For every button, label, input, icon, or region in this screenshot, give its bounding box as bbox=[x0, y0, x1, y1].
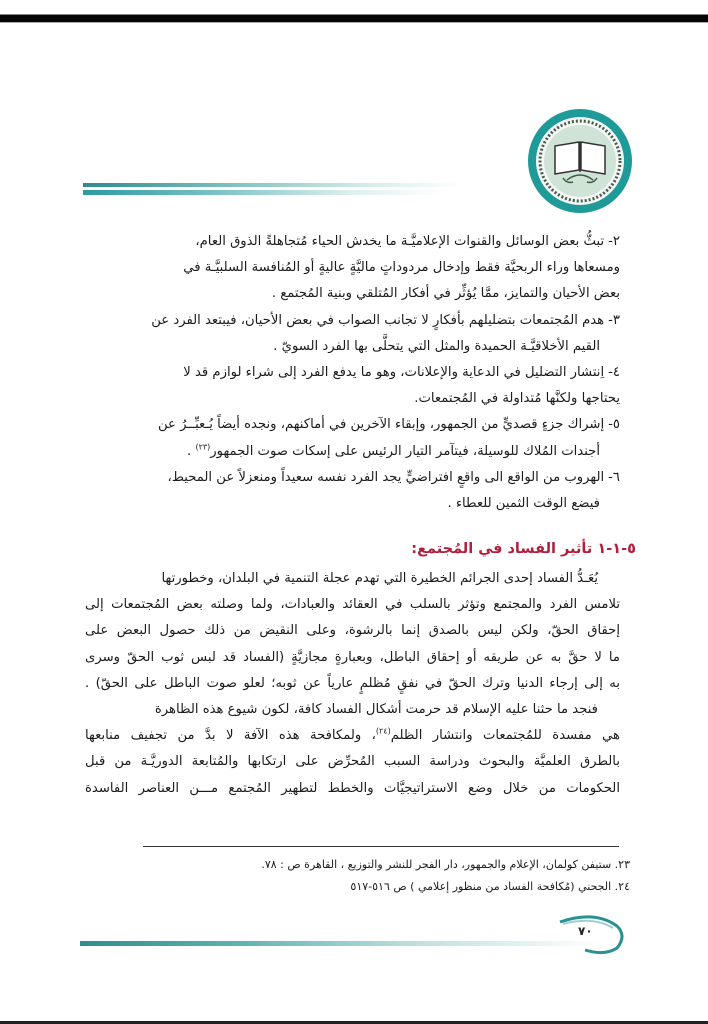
list-item bbox=[85, 465, 620, 517]
body-line: إحقاق الحقّ، ولكن ليس بالصدق إنما بالرشوة، وعلى النقيض من ذلك حصول البعض على bbox=[85, 623, 620, 639]
list-line: الهروب من الواقع الى واقعٍ افتراضيٍّ يجد الفرد نفسه سعيداً ومنعزلاً عن المحيط، bbox=[167, 469, 605, 485]
body-line: بالطرق العلميَّة والبحوث ودراسة السبب المُحرِّض على ارتكابها والمُتابعة الدوريَّـة من قبل bbox=[85, 754, 620, 770]
body-line: الحكومات من خلال وضع الاستراتيجيَّات والخطط لتطهير المُجتمع مـــن العناصر الفاسدة bbox=[85, 780, 620, 796]
body-line: تلامس الفرد والمجتمع وتؤثر بالسلب في العقائد والعبادات، ولما وصلته بعض المُجتمعات إلى bbox=[85, 597, 620, 613]
body-line: يُعَـدُّ الفساد إحدى الجرائم الخطيرة التي تهدم عجلة التنمية في البلدان، وخطورتها bbox=[161, 571, 598, 586]
list-number: ٣- bbox=[608, 312, 620, 328]
list-line: فيضع الوقت الثمين للعطاء . bbox=[447, 496, 600, 512]
body-line: فنجد ما حثنا عليه الإسلام قد حرمت أشكال الفساد كافة، لكون شيوع هذه الظاهرة bbox=[154, 702, 598, 718]
list-line: بعض الأحيان والتمايز، ممَّا يُؤثِّر في أفكار المُتلقي وبنية المُجتمع . bbox=[271, 286, 620, 302]
body-line: به إلى إرجاء الدنيا وترك الحقّ في نفقٍ مُظلمٍ عارياً عن ثوبه؛ لعلو صوت الباطل على الحقّ) . bbox=[85, 675, 620, 691]
section-heading: ٥-١-١ تأثير الفساد في المُجتمع: bbox=[411, 541, 636, 557]
top-edge-band bbox=[0, 14, 708, 23]
paragraph bbox=[85, 697, 620, 802]
list-item bbox=[85, 308, 620, 360]
list-number: ٤- bbox=[608, 365, 620, 381]
list-line: هدم المُجتمعات بتضليلهم بأفكارٍ لا تجانب الصواب في بعض الأحيان، فيبتعد الفرد عن bbox=[151, 312, 605, 328]
footnote-23: ٢٣. ستيفن كولمان، الإعلام والجمهور، دار الفجر للنشر والتوزيع ، القاهرة ص : ٧٨. bbox=[261, 858, 630, 871]
footnotes bbox=[190, 854, 630, 898]
footnote-ref-23[interactable]: (٢٣) bbox=[195, 442, 211, 452]
list-number: ٢- bbox=[608, 234, 620, 249]
list-item: ٥-إشراك جزءٍ قصديٍّ من الجمهور، وإبقاء الآخرين في أماكنهم، ونجده أيضاً يُـعبِّــرُ عن أجندات المُلاك للوسيلة، فيتآمر التيار الرئيس على إسكات صوت الجمهور$^{(٢٣)}$ . bbox=[157, 417, 620, 459]
list-item bbox=[85, 360, 620, 412]
footnote-24: ٢٤. الجحني (مُكافحة الفساد من منظور إعلامي ) ص ٥١٦-٥١٧ bbox=[350, 880, 630, 893]
list-line: تبثُّ بعض الوسائل والقنوات الإعلاميَّـة ما يخدش الحياء مُتجاهلةً الذوق العام، bbox=[195, 234, 605, 249]
page-number: ٧٠ bbox=[578, 924, 593, 938]
list-number: ٥- bbox=[608, 417, 620, 433]
footnote-ref-24[interactable]: (٢٤) bbox=[375, 726, 391, 736]
header-decorative-lines bbox=[83, 183, 473, 197]
list-line: اِنتشار التضليل في الدعاية والإعلانات، وهو ما يدفع الفرد إلى شراء لوازم قد لا bbox=[183, 365, 605, 381]
footnote-separator bbox=[143, 846, 619, 847]
body-line: ، ولمكافحة هذه الآفة لا بدَّ من تجفيف منابعها bbox=[85, 728, 376, 744]
list-line: إشراك جزءٍ قصديٍّ من الجمهور، وإبقاء الآخرين في أماكنهم، ونجده أيضاً يُـعبِّــرُ عن bbox=[157, 417, 605, 433]
numbered-list bbox=[85, 229, 620, 517]
footer-decorative-line bbox=[80, 941, 600, 946]
body-line: ما لا حقَّ به عن طريقه أو إحقاق الباطل، وبعبارةٍ مجازيَّةٍ (الفساد قد لبس ثوب الحقّ وسرى bbox=[85, 649, 620, 665]
list-number: ٦- bbox=[608, 469, 620, 485]
section-body bbox=[85, 566, 620, 802]
list-item bbox=[85, 229, 620, 308]
list-line: أجندات المُلاك للوسيلة، فيتآمر التيار الرئيس على إسكات صوت الجمهور bbox=[210, 443, 600, 459]
list-line: القيم الأخلاقيَّـة الحميدة والمثل التي يتحلَّى بها الفرد السويّ . bbox=[273, 338, 600, 354]
paragraph bbox=[85, 566, 620, 697]
body-line: هي مفسدة للمُجتمعات وانتشار الظلم bbox=[390, 728, 620, 744]
open-book-emblem-icon bbox=[527, 108, 633, 214]
list-line: ومسعاها وراء الربحيَّة فقط وإدخال مردوداتٍ ماليَّةٍ عاليةٍ أو المُنافسة السلبيَّـة في bbox=[183, 260, 620, 276]
list-line: يحتاجها ولكنَّها مُتداولة في المُجتمعات. bbox=[414, 391, 620, 407]
